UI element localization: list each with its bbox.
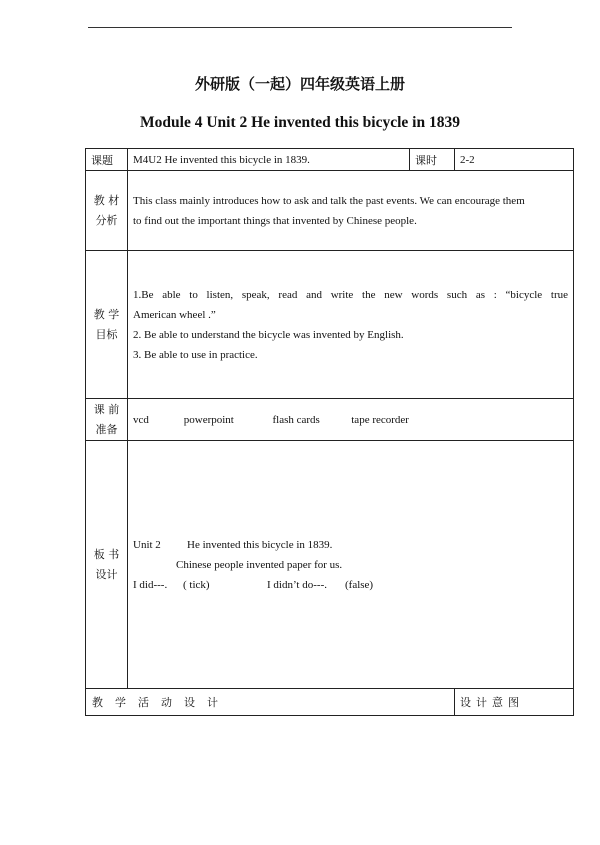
board-did: I did---. <box>133 578 168 591</box>
analysis-label-line1: 教 材 <box>93 193 120 207</box>
analysis-line-1: This class mainly introduces how to ask and talk the past events. We can encourage them <box>133 194 525 207</box>
analysis-row <box>86 171 574 251</box>
top-rule <box>88 27 512 28</box>
analysis-label-line2: 分析 <box>95 213 118 227</box>
topic-label: 课题 <box>86 149 128 171</box>
board-row <box>86 441 574 689</box>
prep-item: tape recorder <box>351 413 409 426</box>
prep-label-line2: 准备 <box>95 422 118 436</box>
board-line-1 <box>133 535 568 555</box>
goal-1-line-1: 1.Be able to listen, speak, read and write the new words such as : “bicycle true <box>133 288 568 301</box>
design-intent-label: 设计意图 <box>455 689 574 716</box>
goals-label-line1: 教 学 <box>93 307 120 321</box>
board-title: He invented this bicycle in 1839. <box>187 538 333 551</box>
prep-row <box>86 399 574 441</box>
prep-item: powerpoint <box>183 413 234 426</box>
topic-row <box>86 149 574 171</box>
board-label-line2: 设计 <box>95 567 118 581</box>
activity-header-row <box>86 689 574 716</box>
board-line-2: Chinese people invented paper for us. <box>176 558 343 571</box>
period-label: 课时 <box>410 149 455 171</box>
activity-design-label: 教学活动设计 <box>86 689 455 716</box>
goal-3: 3. Be able to use in practice. <box>133 348 258 361</box>
goal-1-line-2: American wheel .” <box>133 308 216 321</box>
board-content <box>128 441 574 689</box>
document-title-en: Module 4 Unit 2 He invented this bicycle in 1839 <box>140 114 460 131</box>
board-label <box>86 441 128 689</box>
goals-label-line2: 目标 <box>95 327 118 341</box>
board-unit: Unit 2 <box>133 538 161 551</box>
prep-item: flash cards <box>272 413 320 426</box>
analysis-content <box>128 171 574 251</box>
lesson-plan-table <box>85 148 574 716</box>
board-false: (false) <box>345 578 374 591</box>
board-line-3 <box>133 575 568 595</box>
period-value: 2-2 <box>455 149 574 171</box>
analysis-label <box>86 171 128 251</box>
board-tick: ( tick) <box>183 578 210 591</box>
goal-2: 2. Be able to understand the bicycle was invented by English. <box>133 328 404 341</box>
prep-item: vcd <box>133 413 149 426</box>
document-title-cn: 外研版（一起）四年级英语上册 <box>194 75 405 93</box>
prep-label <box>86 399 128 441</box>
prep-content <box>128 399 574 441</box>
prep-label-line1: 课 前 <box>93 402 120 416</box>
topic-value: M4U2 He invented this bicycle in 1839. <box>128 149 410 171</box>
goals-label <box>86 251 128 399</box>
analysis-line-2: to find out the important things that invented by Chinese people. <box>133 214 417 227</box>
board-label-line1: 板 书 <box>93 547 120 561</box>
board-didnt: I didn’t do---. <box>267 578 327 591</box>
goals-content <box>128 251 574 399</box>
goals-row <box>86 251 574 399</box>
